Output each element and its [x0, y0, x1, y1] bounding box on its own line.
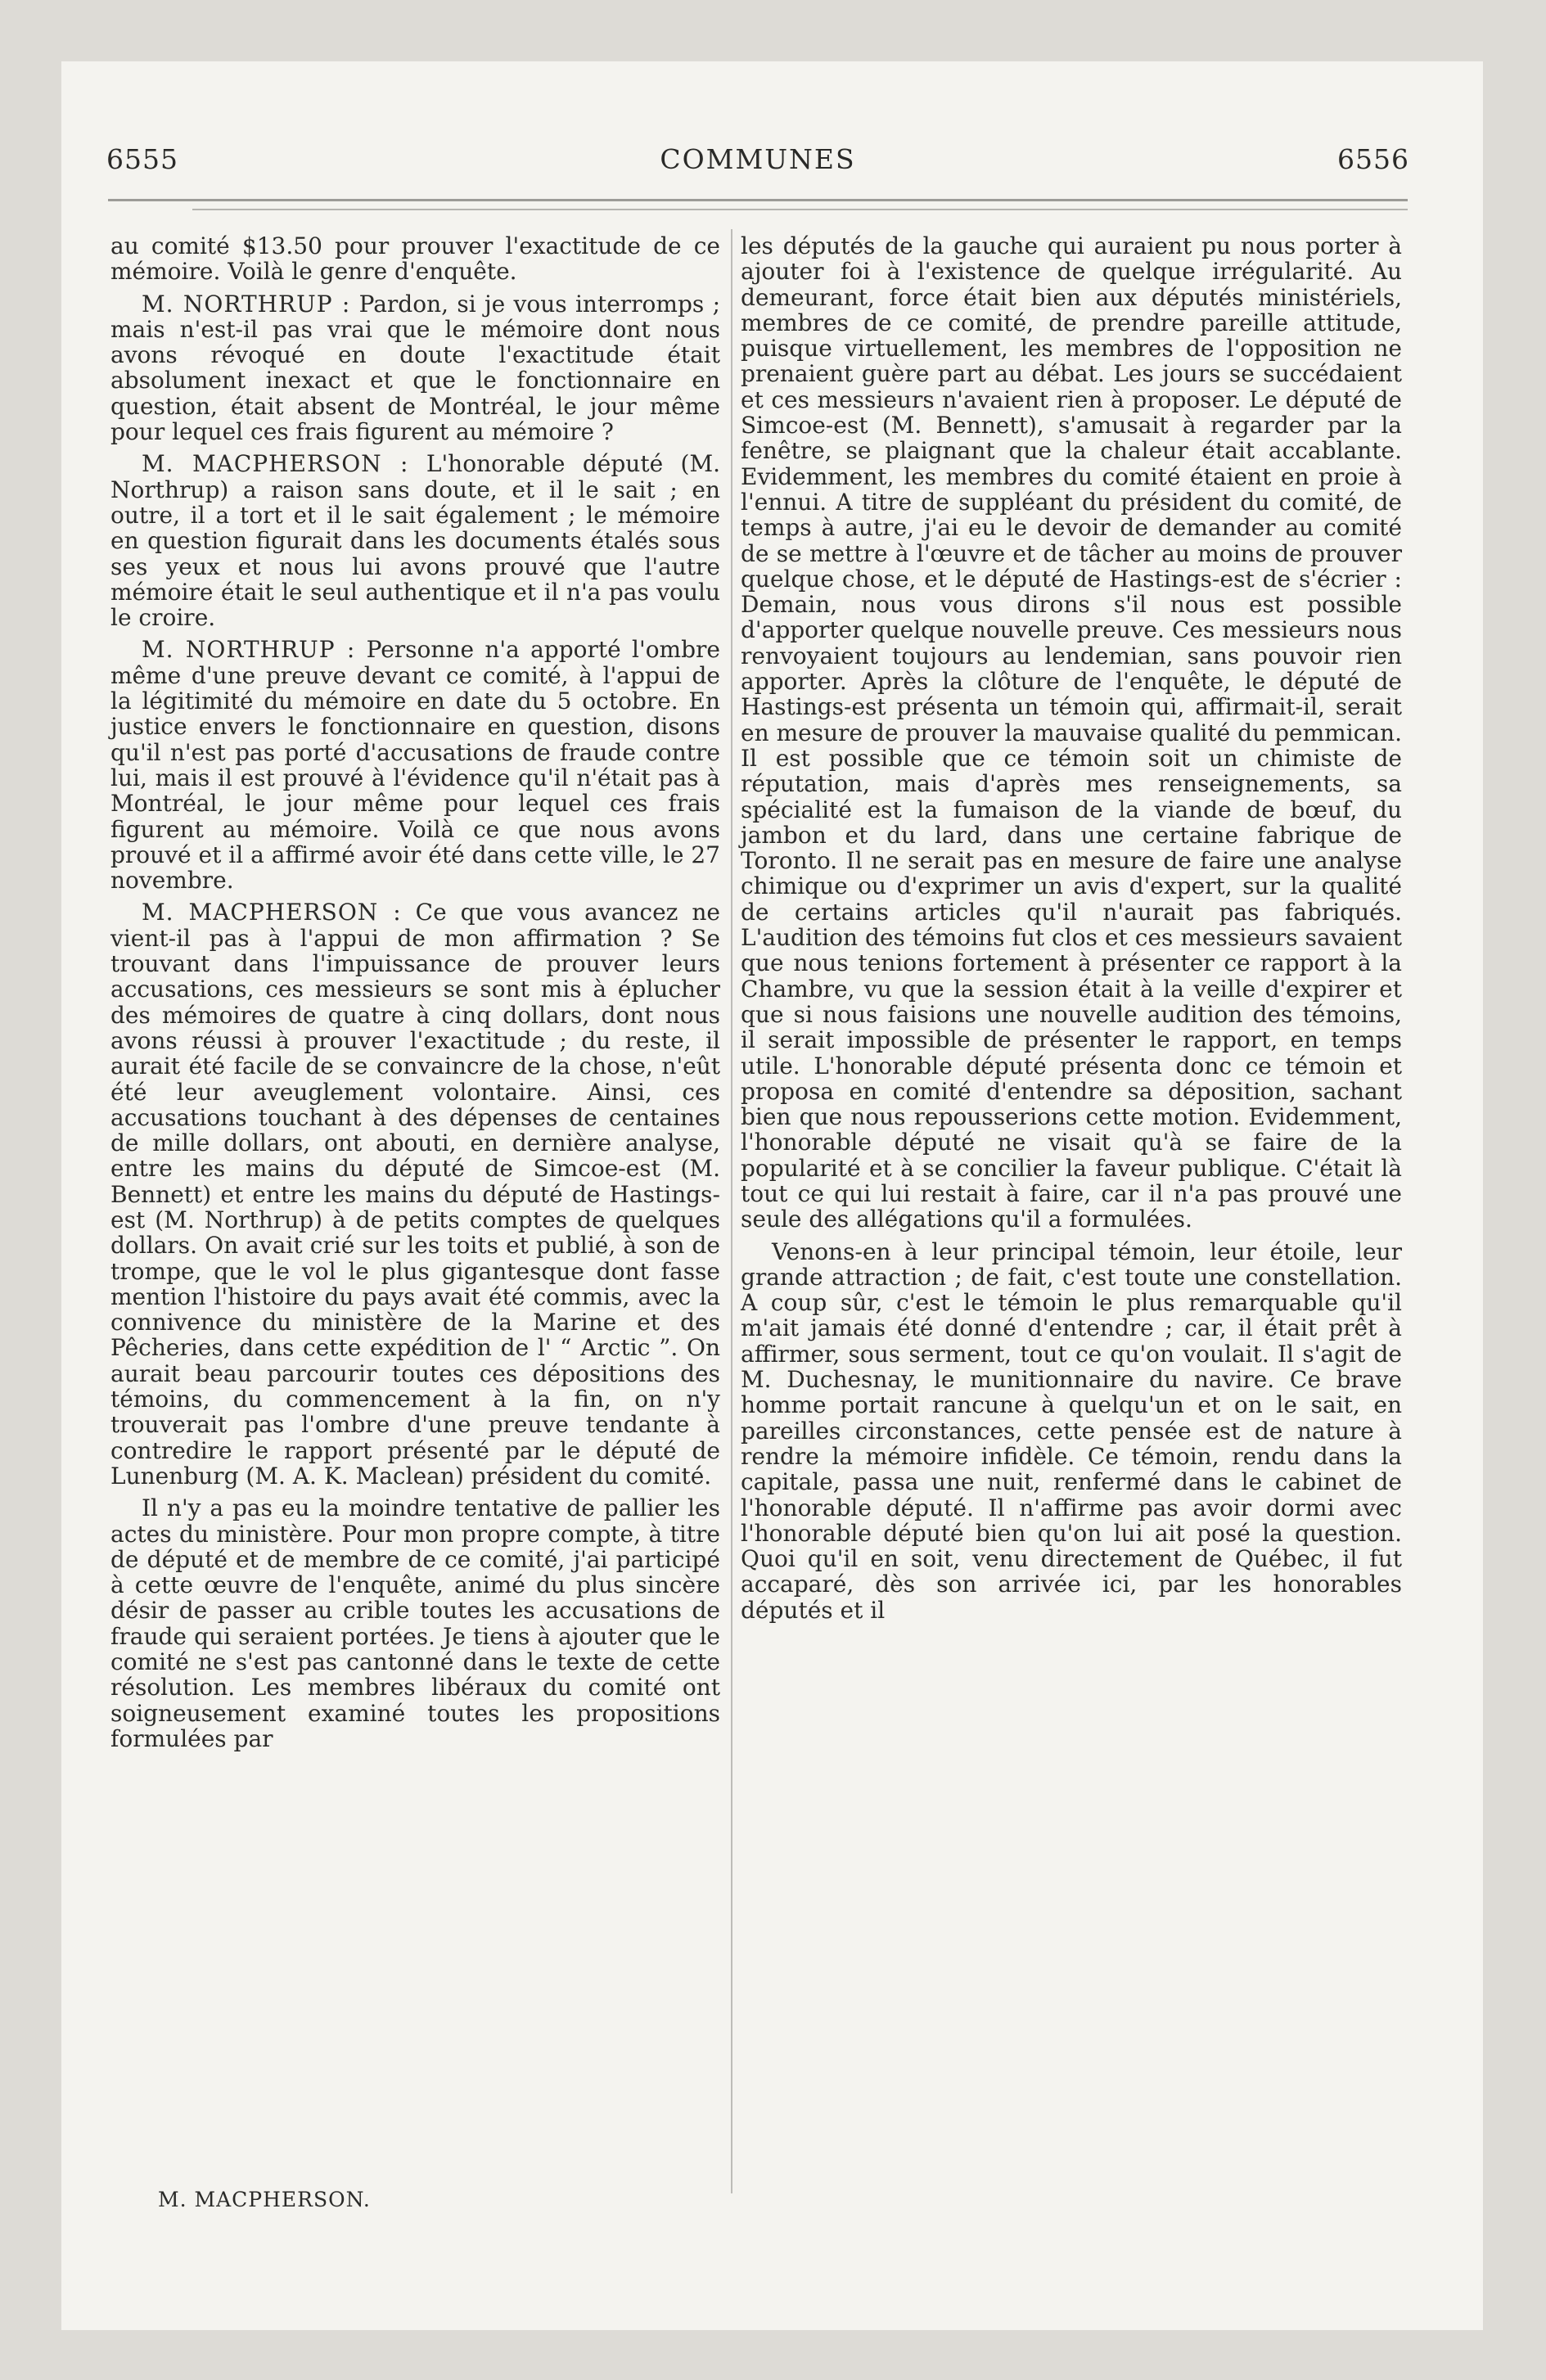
page-number-left: 6555 [106, 143, 178, 175]
column-divider [731, 229, 732, 2193]
paragraph: M. MACPHERSON : L'honorable député (M. Northrup) a raison sans doute, et il le sait ; en outre, il a tort et il le sait également ; le mémoire en question figurait dans les documents étalés sous ses yeux et nous lui avons prouvé que l'autre mémoire était le seul authentique et il n'a pas voulu le croire. [110, 450, 721, 632]
paragraph: au comité $13.50 pour prouver l'exactitude de ce mémoire. Voilà le genre d'enquête. [110, 232, 720, 286]
page-header [106, 143, 1409, 179]
page-number-right: 6556 [1337, 143, 1409, 175]
speaker: M. NORTHRUP : [142, 636, 356, 664]
paragraph: M. MACPHERSON : Ce que vous avancez ne vient-il pas à l'appui de mon affirmation ? Se trouvant dans l'impuissance de prouver leurs accusations, ces messieurs se sont mis à éplucher des mémoires de quatre à cinq dollars, dont nous avons réussi à prouver l'exactitude ; du reste, il aurait été facile de se convaincre de la chose, n'eût été leur aveuglement volontaire. Ainsi, ces accusations touchant à des dépenses de centaines de mille dollars, ont abouti, en dernière analyse, entre les mains du député de Simcoe-est (M. Bennett) et entre les mains du député de Hastings-est (M. Northrup) à de petits comptes de quelques dollars. On avait crié sur les toits et publié, à son de trompe, que le vol le plus gigantesque dont fasse mention l'histoire du pays avait été commis, avec la connivence du ministère de la Marine et des Pêcheries, dans cette expédition de l' “ Arctic ”. On aurait beau parcourir toutes ces dépositions des témoins, du commencement à la fin, on n'y trouverait pas l'ombre d'une preuve tendante à contredire le rapport présenté par le député de Lunenburg (M. A. K. Maclean) président du comité. [110, 899, 721, 1490]
running-title: COMMUNES [660, 143, 856, 175]
left-column [110, 233, 720, 1751]
speaker: M. MACPHERSON : [142, 450, 409, 478]
header-rule [108, 199, 1408, 201]
right-column [741, 233, 1402, 1623]
paragraph: Il n'y a pas eu la moindre tentative de pallier les actes du ministère. Pour mon propre compte, à titre de député et de membre de ce comité, j'ai participé à cette œuvre de l'enquête, animé du plus sincère désir de passer au crible toutes les accusations de fraude qui seraient portées. Je tiens à ajouter que le comité ne s'est pas cantonné dans le texte de cette résolution. Les membres libéraux du comité ont soigneusement examiné toutes les propositions formulées par [110, 1494, 720, 1752]
speaker: M. NORTHRUP : [142, 290, 351, 318]
footer-signature: M. MACPHERSON. [158, 2188, 371, 2211]
paragraph: les députés de la gauche qui auraient pu nous porter à ajouter foi à l'existence de quelque irrégularité. Au demeurant, force était bien aux députés ministériels, membres de ce comité, de prendre pareille attitude, puisque virtuellement, les membres de l'opposition ne prenaient guère part au débat. Les jours se succédaient et ces messieurs n'avaient rien à proposer. Le député de Simcoe-est (M. Bennett), s'amusait à regarder par la fenêtre, se plaignant que la chaleur était accablante. Evidemment, les membres du comité étaient en proie à l'ennui. A titre de suppléant du président du comité, de temps à autre, j'ai eu le devoir de demander au comité de se mettre à l'œuvre et de tâcher au moins de prouver quelque chose, et le député de Hastings-est de s'écrier : Demain, nous vous dirons s'il nous est possible d'apporter quelque nouvelle preuve. Ces messieurs nous renvoyaient toujours au lendemian, sans pouvoir rien apporter. Après la clôture de l'enquête, le député de Hastings-est présenta un témoin qui, affirmait-il, serait en mesure de prouver la mauvaise qualité du pemmican. Il est possible que ce témoin soit un chimiste de réputation, mais d'après mes renseignements, sa spécialité est la fumaison de la viande de bœuf, du jambon et du lard, dans une certaine fabrique de Toronto. Il ne serait pas en mesure de faire une analyse chimique ou d'exprimer un avis d'expert, sur la qualité de certains articles qu'il n'aurait pas fabriqués. L'audition des témoins fut clos et ces messieurs savaient que nous tenions fortement à présenter ce rapport à la Chambre, vu que la session était à la veille d'expirer et que si nous faisions une nouvelle audition des témoins, il serait impossible de présenter le rapport, en temps utile. L'honorable député présenta donc ce témoin et proposa en comité d'entendre sa déposition, sachant bien que nous repousserions cette motion. Evidemment, l'honorable député ne visait qu'à se faire de la popularité et à se concilier la faveur publique. C'était là tout ce qui lui restait à faire, car il n'a pas prouvé une seule des allégations qu'il a formulées. [741, 232, 1402, 1233]
paragraph: M. NORTHRUP : Pardon, si je vous interromps ; mais n'est-il pas vrai que le mémoire dont nous avons révoqué en doute l'exactitude était absolument inexact et que le fonctionnaire en question, était absent de Montréal, le jour même pour lequel ces frais figurent au mémoire ? [110, 290, 720, 446]
paragraph: Venons-en à leur principal témoin, leur étoile, leur grande attraction ; de fait, c'est toute une constellation. A coup sûr, c'est le témoin le plus remarquable qu'il m'ait jamais été donné d'entendre ; car, il était prêt à affirmer, sous serment, tout ce qu'on voulait. Il s'agit de M. Duchesnay, le munitionnaire du navire. Ce brave homme portait rancune à quelqu'un et on le sait, en pareilles circonstances, cette pensée est de nature à rendre la mémoire infidèle. Ce témoin, rendu dans la capitale, passa une nuit, renfermé dans le cabinet de l'honorable député. Il n'affirme pas avoir dormi avec l'honorable député bien qu'on lui ait posé la question. Quoi qu'il en soit, venu directement de Québec, il fut accaparé, dès son arrivée ici, par les honorables députés et il [741, 1237, 1402, 1624]
paragraph: M. NORTHRUP : Personne n'a apporté l'ombre même d'une preuve devant ce comité, à l'appui de la légitimité du mémoire en date du 5 octobre. En justice envers le fonctionnaire en question, disons qu'il n'est pas porté d'accusations de fraude contre lui, mais il est prouvé à l'évidence qu'il n'était pas à Montréal, le jour même pour lequel ces frais figurent au mémoire. Voilà ce que nous avons prouvé et il a affirmé avoir été dans cette ville, le 27 novembre. [110, 636, 720, 895]
speaker: M. MACPHERSON : [142, 899, 402, 926]
page [61, 61, 1483, 2330]
header-rule-secondary [192, 209, 1408, 210]
